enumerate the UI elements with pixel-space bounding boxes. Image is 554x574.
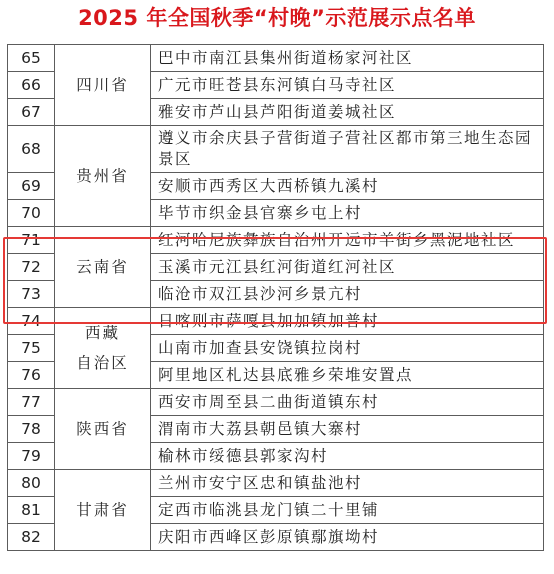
row-number: 77 bbox=[8, 389, 55, 416]
site-name: 兰州市安宁区忠和镇盐池村 bbox=[151, 470, 544, 497]
table-row bbox=[8, 227, 544, 254]
row-number: 75 bbox=[8, 335, 55, 362]
province-cell bbox=[55, 308, 151, 389]
site-name: 玉溪市元江县红河街道红河社区 bbox=[151, 254, 544, 281]
row-number: 74 bbox=[8, 308, 55, 335]
row-number: 80 bbox=[8, 470, 55, 497]
site-name: 雅安市芦山县芦阳街道姜城社区 bbox=[151, 99, 544, 126]
row-number: 69 bbox=[8, 173, 55, 200]
row-number: 79 bbox=[8, 443, 55, 470]
row-number: 72 bbox=[8, 254, 55, 281]
demonstration-sites-table bbox=[7, 44, 544, 551]
province-cell: 贵州省 bbox=[55, 126, 151, 227]
province-name-line: 自治区 bbox=[76, 354, 129, 372]
row-number: 78 bbox=[8, 416, 55, 443]
site-name: 渭南市大荔县朝邑镇大寨村 bbox=[151, 416, 544, 443]
site-name: 巴中市南江县集州街道杨家河社区 bbox=[151, 45, 544, 72]
site-name: 山南市加查县安饶镇拉岗村 bbox=[151, 335, 544, 362]
province-cell: 甘肃省 bbox=[55, 470, 151, 551]
table-row bbox=[8, 470, 544, 497]
site-name: 临沧市双江县沙河乡景亢村 bbox=[151, 281, 544, 308]
table-row bbox=[8, 389, 544, 416]
table-row bbox=[8, 126, 544, 173]
row-number: 82 bbox=[8, 524, 55, 551]
site-name: 阿里地区札达县底雅乡荣堆安置点 bbox=[151, 362, 544, 389]
site-name: 西安市周至县二曲街道镇东村 bbox=[151, 389, 544, 416]
page-title: 2025 年全国秋季“村晚”示范展示点名单 bbox=[78, 6, 476, 30]
site-name: 广元市旺苍县东河镇白马寺社区 bbox=[151, 72, 544, 99]
site-name: 遵义市余庆县子营街道子营社区都市第三地生态园景区 bbox=[151, 126, 544, 173]
site-name: 定西市临洮县龙门镇二十里铺 bbox=[151, 497, 544, 524]
province-name-line: 西藏 bbox=[84, 324, 120, 342]
site-name: 红河哈尼族彝族自治州开远市羊街乡黑泥地社区 bbox=[151, 227, 544, 254]
row-number: 70 bbox=[8, 200, 55, 227]
province-cell: 云南省 bbox=[55, 227, 151, 308]
row-number: 76 bbox=[8, 362, 55, 389]
row-number: 67 bbox=[8, 99, 55, 126]
site-name: 毕节市织金县官寨乡屯上村 bbox=[151, 200, 544, 227]
row-number: 66 bbox=[8, 72, 55, 99]
row-number: 71 bbox=[8, 227, 55, 254]
row-number: 81 bbox=[8, 497, 55, 524]
row-number: 73 bbox=[8, 281, 55, 308]
site-name: 庆阳市西峰区彭原镇鄢旗坳村 bbox=[151, 524, 544, 551]
site-name: 安顺市西秀区大西桥镇九溪村 bbox=[151, 173, 544, 200]
row-number: 65 bbox=[8, 45, 55, 72]
row-number: 68 bbox=[8, 126, 55, 173]
site-name: 日喀则市萨嘎县加加镇加普村 bbox=[151, 308, 544, 335]
province-cell: 陕西省 bbox=[55, 389, 151, 470]
site-name: 榆林市绥德县郭家沟村 bbox=[151, 443, 544, 470]
province-cell: 四川省 bbox=[55, 45, 151, 126]
table-row bbox=[8, 308, 544, 335]
table-row bbox=[8, 45, 544, 72]
